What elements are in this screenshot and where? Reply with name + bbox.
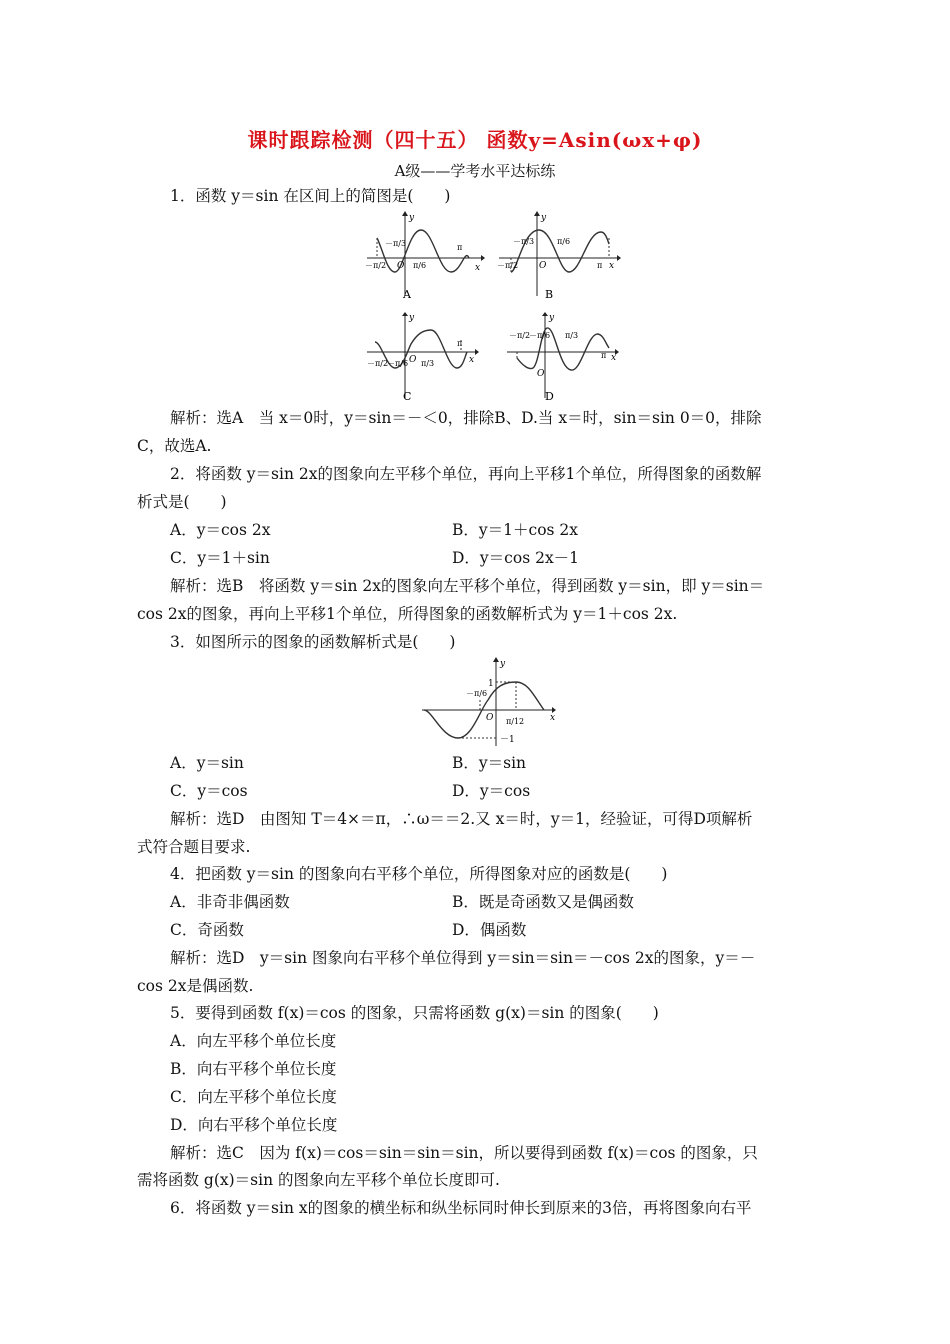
q3-option-c: C．y＝cos <box>170 782 248 800</box>
q1b-y-label: y <box>541 213 547 223</box>
q3-tick-pi-12: π/12 <box>506 717 525 726</box>
q5-option-d: D．向右平移个单位长度 <box>170 1116 338 1134</box>
q3-analysis-line2: 式符合题目要求. <box>137 838 251 856</box>
q1b-tick-pi: π <box>597 261 603 270</box>
q4-analysis-line1: 解析：选D y＝sin 图象向右平移个单位得到 y＝sin＝sin＝－cos 2x的图象，y＝－ <box>170 949 756 967</box>
q3-tick-one: 1 <box>488 679 494 689</box>
q1d-tick-pi: π <box>601 351 607 360</box>
q1c-tick-neg-pi-2: －π/2 <box>367 359 389 368</box>
q3-tick-neg-one: －1 <box>500 735 515 745</box>
q4-option-a: A．非奇非偶函数 <box>170 893 290 911</box>
q1a-tick-pi: π <box>457 243 463 252</box>
q1c-y-label: y <box>409 313 415 323</box>
q1-analysis-line2: C，故选A. <box>137 437 212 455</box>
q3-option-b: B．y＝sin <box>452 754 527 772</box>
q1-graph-a-label: A <box>403 288 411 301</box>
q1a-x-label: x <box>475 263 481 273</box>
q1b-x-label: x <box>609 261 615 271</box>
q3-analysis-line1: 解析：选D 由图知 T＝4×＝π，∴ω＝＝2.又 x＝时，y＝1，经验证，可得D项解析 <box>170 810 753 828</box>
q1-graph-b-label: B <box>545 288 554 301</box>
q1a-origin: O <box>397 261 405 271</box>
q1c-origin: O <box>409 355 417 365</box>
q1b-tick-pi-6: π/6 <box>557 237 571 246</box>
q3-tick-neg-pi-6: －π/6 <box>466 689 488 698</box>
q3-x-label: x <box>550 713 556 723</box>
q5-stem: 5．要得到函数 f(x)＝cos 的图象，只需将函数 g(x)＝sin 的图象( ) <box>170 1004 659 1022</box>
q1-stem: 1．函数 y＝sin 在区间上的简图是( ) <box>170 187 451 205</box>
q1a-tick-pi-6: π/6 <box>413 261 427 270</box>
q1d-tick-neg-pi-2: －π/2 <box>509 331 531 340</box>
q2-option-d: D．y＝cos 2x－1 <box>452 549 580 567</box>
q4-option-c: C．奇函数 <box>170 921 244 939</box>
q4-stem: 4．把函数 y＝sin 的图象向右平移个单位，所得图象对应的函数是( ) <box>170 865 668 883</box>
q1c-tick-pi: π <box>457 339 463 348</box>
q1b-origin: O <box>539 261 547 271</box>
q2-stem-line2: 析式是( ) <box>137 493 227 511</box>
q2-analysis-line1: 解析：选B 将函数 y＝sin 2x的图象向左平移个单位，得到函数 y＝sin，即 y＝sin＝ <box>170 577 765 595</box>
q1d-x-label: x <box>611 353 617 363</box>
q1c-tick-neg-pi-6: －π/6 <box>387 359 409 368</box>
q2-option-b: B．y＝1＋cos 2x <box>452 521 579 539</box>
q1-graph-d <box>505 312 625 404</box>
q1c-x-label: x <box>469 355 475 365</box>
section-subtitle: A级——学考水平达标练 <box>394 162 556 180</box>
q1a-y-label: y <box>409 213 415 223</box>
q1d-origin: O <box>537 369 545 379</box>
q3-y-label: y <box>500 659 506 669</box>
q5-analysis-line2: 需将函数 g(x)＝sin 的图象向左平移个单位长度即可. <box>137 1171 500 1189</box>
q4-option-d: D．偶函数 <box>452 921 527 939</box>
q3-graph <box>420 656 565 748</box>
q1-analysis-line1: 解析：选A 当 x＝0时，y＝sin＝－＜0，排除B、D.当 x＝时，sin＝sin 0＝0，排除 <box>170 409 762 427</box>
q1d-y-label: y <box>549 313 555 323</box>
q5-option-c: C．向左平移个单位长度 <box>170 1088 337 1106</box>
q5-analysis-line1: 解析：选C 因为 f(x)＝cos＝sin＝sin＝sin，所以要得到函数 f(x)＝cos 的图象，只 <box>170 1144 758 1162</box>
q3-option-a: A．y＝sin <box>170 754 244 772</box>
q1-graph-c <box>365 312 485 404</box>
q1a-tick-neg-pi-3: －π/3 <box>385 239 407 248</box>
q1c-tick-pi-3: π/3 <box>421 359 435 368</box>
page-title: 课时跟踪检测（四十五） 函数y=Asin(ωx+φ) <box>247 128 703 152</box>
q2-stem-line1: 2．将函数 y＝sin 2x的图象向左平移个单位，再向上平移1个单位，所得图象的函数解 <box>170 465 762 483</box>
q1b-tick-neg-pi-2: －π/2 <box>497 261 519 270</box>
q1d-tick-neg-pi-6: －π/6 <box>529 331 551 340</box>
q3-option-d: D．y＝cos <box>452 782 531 800</box>
q5-option-a: A．向左平移个单位长度 <box>170 1032 337 1050</box>
q1-graph-d-label: D <box>545 390 554 403</box>
q4-option-b: B．既是奇函数又是偶函数 <box>452 893 634 911</box>
q1d-tick-pi-3: π/3 <box>565 331 579 340</box>
q1-graph-a <box>365 210 485 302</box>
q5-option-b: B．向右平移个单位长度 <box>170 1060 337 1078</box>
q1-graph-b <box>497 210 622 302</box>
q1a-tick-neg-pi-2: －π/2 <box>365 261 387 270</box>
q2-analysis-line2: cos 2x的图象，再向上平移1个单位，所得图象的函数解析式为 y＝1＋cos 2x. <box>137 605 678 623</box>
q2-option-c: C．y＝1＋sin <box>170 549 270 567</box>
q1-graph-c-label: C <box>403 390 412 403</box>
q3-origin: O <box>486 713 494 723</box>
q2-option-a: A．y＝cos 2x <box>170 521 271 539</box>
q4-analysis-line2: cos 2x是偶函数. <box>137 977 254 995</box>
q3-stem: 3．如图所示的图象的函数解析式是( ) <box>170 633 456 651</box>
q1b-tick-neg-pi-3: －π/3 <box>513 237 535 246</box>
q6-stem-line1: 6．将函数 y＝sin x的图象的横坐标和纵坐标同时伸长到原来的3倍，再将图象向右平 <box>170 1199 752 1217</box>
